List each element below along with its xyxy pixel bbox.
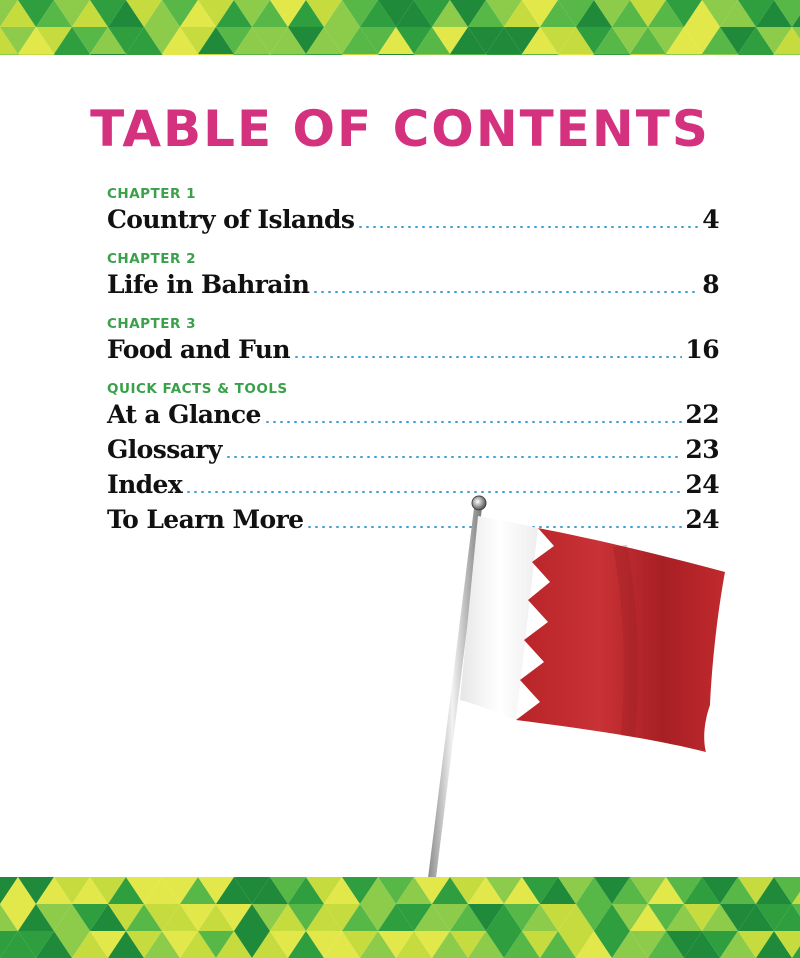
top-pattern-band (0, 0, 800, 55)
flag-finial (472, 496, 486, 510)
pattern-triangle (558, 54, 594, 55)
toc-entry[interactable] (107, 432, 719, 467)
chapter-label: CHAPTER 2 (107, 251, 196, 267)
pattern-triangle (306, 54, 342, 55)
pattern-triangle (414, 54, 450, 55)
toc-entry[interactable] (107, 397, 719, 432)
page-title: TABLE OF CONTENTS (90, 100, 710, 158)
pattern-triangle (378, 54, 414, 55)
leader-dots (357, 226, 699, 228)
toc-entry-page: 23 (685, 435, 719, 464)
toc-section (107, 316, 719, 367)
pattern-triangle (342, 54, 378, 55)
pattern-triangle (162, 54, 198, 55)
pattern-triangle (198, 54, 234, 55)
toc-entry-page: 4 (702, 205, 719, 234)
pattern-triangle (486, 54, 522, 55)
pattern-triangle (450, 54, 486, 55)
toc-entry-page: 8 (702, 270, 719, 299)
pattern-triangle (18, 54, 54, 55)
chapter-label: CHAPTER 1 (107, 186, 196, 202)
pattern-triangle (594, 54, 630, 55)
pattern-triangle (234, 54, 270, 55)
toc-entry-page: 16 (685, 335, 719, 364)
pattern-triangle (54, 54, 90, 55)
toc-entry[interactable] (107, 267, 719, 302)
pattern-triangle (270, 54, 306, 55)
pattern-triangle (0, 54, 18, 55)
triangle-pattern-bottom (0, 877, 800, 958)
toc-entry[interactable] (107, 202, 719, 237)
pattern-triangle (702, 54, 738, 55)
leader-dots (225, 456, 683, 458)
pattern-triangle (630, 54, 666, 55)
toc-entry-title: Index (107, 470, 183, 499)
toc-entry-title: At a Glance (107, 400, 261, 429)
toc-entry-title: Food and Fun (107, 335, 290, 364)
toc-entry-title: To Learn More (107, 505, 304, 534)
toc-entry-title: Life in Bahrain (107, 270, 310, 299)
chapter-label: CHAPTER 3 (107, 316, 196, 332)
leader-dots (312, 291, 699, 293)
bahrain-flag-icon (420, 490, 740, 880)
pattern-triangle (774, 54, 800, 55)
pattern-triangle (666, 54, 702, 55)
flag-illustration (420, 490, 740, 880)
leader-dots (264, 421, 683, 423)
bottom-pattern-band (0, 877, 800, 958)
toc-section (107, 186, 719, 237)
leader-dots (293, 356, 682, 358)
toc-section (107, 251, 719, 302)
toc-entry-page: 24 (685, 470, 719, 499)
pattern-triangle (738, 54, 774, 55)
toc-entry-page: 22 (685, 400, 719, 429)
toc-entry-title: Country of Islands (107, 205, 355, 234)
toc-entry[interactable] (107, 332, 719, 367)
toc-entry-page: 24 (685, 505, 719, 534)
pattern-triangle (522, 54, 558, 55)
chapter-label: QUICK FACTS & TOOLS (107, 381, 288, 397)
pattern-triangle (90, 54, 126, 55)
triangle-pattern-top (0, 0, 800, 55)
pattern-triangle (126, 54, 162, 55)
toc-entry-title: Glossary (107, 435, 222, 464)
